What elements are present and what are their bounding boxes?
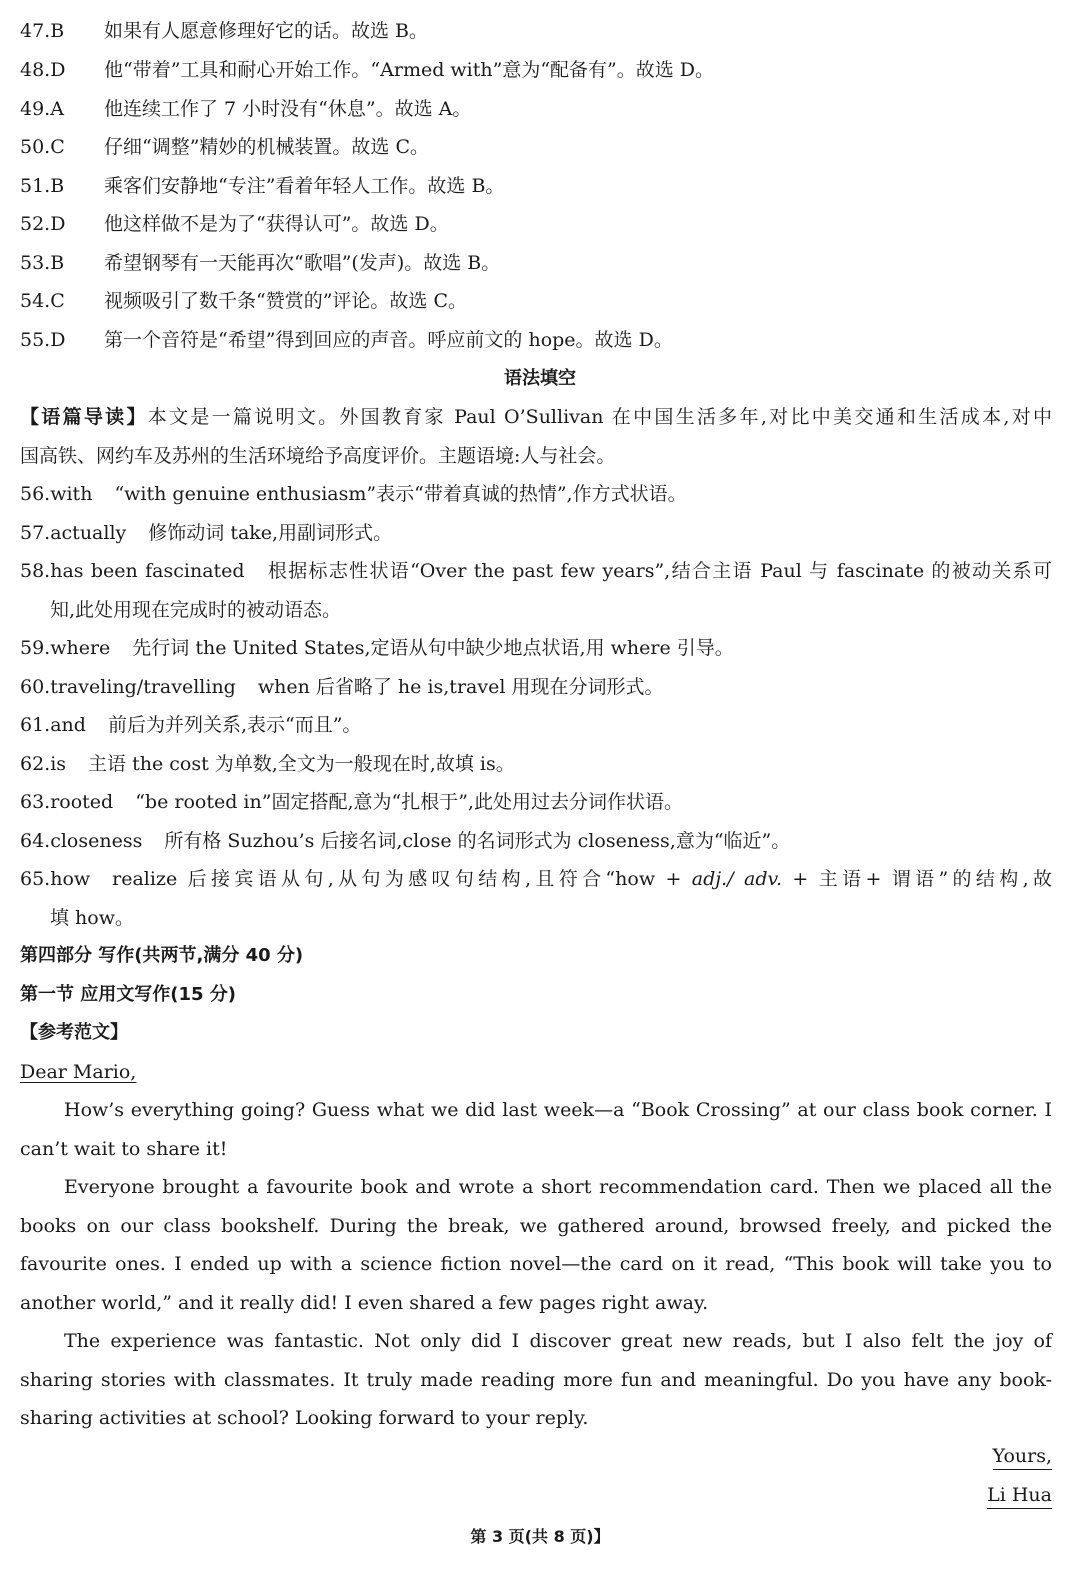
answer-number: 62.is [20, 753, 67, 775]
grammar-item [20, 752, 1052, 776]
closing [993, 1444, 1052, 1468]
letter-paragraph: The experience was fantastic. Not only did I discover great new reads, but I also felt the joy of sharing stories with classmates. It truly made reading more fun and meaningful. Do you have any book-sharing activities at school? Looking forward to your reply. [20, 1330, 1052, 1430]
answer-item [20, 58, 1052, 82]
grammar-item-continuation: 知,此处用现在完成时的被动语态。 [50, 599, 342, 621]
grammar-item [20, 521, 1052, 545]
answer-number: 51.B [20, 175, 65, 197]
answer-number: 49.A [20, 98, 64, 120]
grammar-item [20, 636, 1052, 660]
answer-number: 63.rooted [20, 791, 114, 813]
answer-explanation: 主语 the cost 为单数,全文为一般现在时,故填 is。 [88, 753, 515, 775]
answer-number: 61.and [20, 714, 86, 736]
answer-number: 57.actually [20, 522, 127, 544]
answer-number: 54.C [20, 290, 65, 312]
answer-explanation: 所有格 Suzhou’s 后接名词,close 的名词形式为 closeness,意为“临近”。 [164, 830, 791, 852]
closing-text: Yours, [993, 1445, 1052, 1470]
answer-explanation: 乘客们安静地“专注”看着年轻人工作。故选 B。 [104, 175, 505, 197]
salutation [20, 1060, 1052, 1084]
intro-line [20, 405, 1052, 429]
grammar-item [20, 482, 1052, 506]
answer-item [20, 289, 1052, 313]
answer-explanation: 如果有人愿意修理好它的话。故选 B。 [104, 20, 429, 42]
answer-explanation: 根据标志性状语“Over the past few years”,结合主语 Paul 与 fascinate 的被动关系可 [266, 560, 1052, 582]
answer-number: 56.with [20, 483, 93, 505]
answer-explanation: 修饰动词 take,用副词形式。 [148, 522, 393, 544]
answer-explanation: 先行词 the United States,定语从句中缺少地点状语,用 where 引导。 [132, 637, 734, 659]
page-footer: 第 3 页(共 8 页)】 [470, 1527, 610, 1546]
answer-number: 50.C [20, 136, 65, 158]
answer-number: 55.D [20, 329, 66, 351]
signature [987, 1483, 1052, 1507]
answer-item [20, 212, 1052, 236]
answer-explanation: when 后省略了 he is,travel 用现在分词形式。 [257, 676, 664, 698]
answer-explanation: 希望钢琴有一天能再次“歌唱”(发声)。故选 B。 [104, 252, 501, 274]
letter-paragraph: Everyone brought a favourite book and wrote a short recommendation card. Then we placed all the books on our class bookshelf. During the break, we gathered around, browsed freely, and picked the favourite ones. I ended up with a science fiction novel—the card on it read, “This book will take you to another world,” and it really did! I even shared a few pages right away. [20, 1176, 1052, 1314]
answer-number: 48.D [20, 59, 66, 81]
answer-item [20, 19, 1052, 43]
grammar-item [20, 867, 1052, 891]
answer-explanation: “be rooted in”固定搭配,意为“扎根于”,此处用过去分词作状语。 [135, 791, 683, 813]
answer-number: 58.has been fascinated [20, 560, 245, 582]
answer-explanation: + 主语+ 谓语”的结构,故 [782, 868, 1052, 890]
answer-number: 65.how [20, 868, 91, 890]
letter-paragraph: How’s everything going? Guess what we did last week—a “Book Crossing” at our class book corner. I can’t wait to share it! [20, 1099, 1052, 1160]
answer-number: 47.B [20, 20, 65, 42]
answer-item [20, 251, 1052, 275]
signature-text: Li Hua [987, 1484, 1052, 1509]
answer-explanation-italic: adj./ adv. [691, 868, 783, 890]
answer-explanation: 第一个音符是“希望”得到回应的声音。呼应前文的 hope。故选 D。 [104, 329, 673, 351]
grammar-item [20, 829, 1052, 853]
part-title: 第四部分 写作(共两节,满分 40 分) [20, 945, 304, 966]
intro-line: 国高铁、网约车及苏州的生活环境给予高度评价。主题语境:人与社会。 [20, 445, 616, 467]
section-title: 语法填空 [504, 368, 576, 389]
intro-label: 【语篇导读】 [20, 406, 148, 428]
answer-number: 59.where [20, 637, 111, 659]
answer-item [20, 97, 1052, 121]
answer-number: 60.traveling/travelling [20, 676, 236, 698]
salutation-text: Dear Mario, [20, 1061, 137, 1083]
grammar-item [20, 790, 1052, 814]
answer-number: 53.B [20, 252, 65, 274]
answer-explanation: 他这样做不是为了“获得认可”。故选 D。 [104, 213, 449, 235]
answer-number: 64.closeness [20, 830, 143, 852]
section-title: 第一节 应用文写作(15 分) [20, 984, 237, 1005]
answer-explanation: 前后为并列关系,表示“而且”。 [107, 714, 362, 736]
grammar-item-continuation: 填 how。 [50, 907, 134, 929]
answer-item [20, 135, 1052, 159]
answer-item [20, 174, 1052, 198]
intro-text: 本文是一篇说明文。外国教育家 Paul O’Sullivan 在中国生活多年,对比中美交通和生活成本,对中 [147, 406, 1052, 428]
answer-explanation: realize 后接宾语从句,从句为感叹句结构,且符合“how + [112, 868, 692, 890]
grammar-item [20, 559, 1052, 583]
answer-number: 52.D [20, 213, 66, 235]
grammar-item [20, 713, 1052, 737]
grammar-item [20, 675, 1052, 699]
answer-explanation: 他“带着”工具和耐心开始工作。“Armed with”意为“配备有”。故选 D。 [104, 59, 715, 81]
answer-explanation: 他连续工作了 7 小时没有“休息”。故选 A。 [104, 98, 472, 120]
answer-explanation: “with genuine enthusiasm”表示“带着真诚的热情”,作方式状语。 [114, 483, 687, 505]
answer-explanation: 仔细“调整”精妙的机械装置。故选 C。 [104, 136, 430, 158]
sample-label: 【参考范文】 [20, 1022, 128, 1043]
answer-explanation: 视频吸引了数千条“赞赏的”评论。故选 C。 [104, 290, 468, 312]
answer-item [20, 328, 1052, 352]
